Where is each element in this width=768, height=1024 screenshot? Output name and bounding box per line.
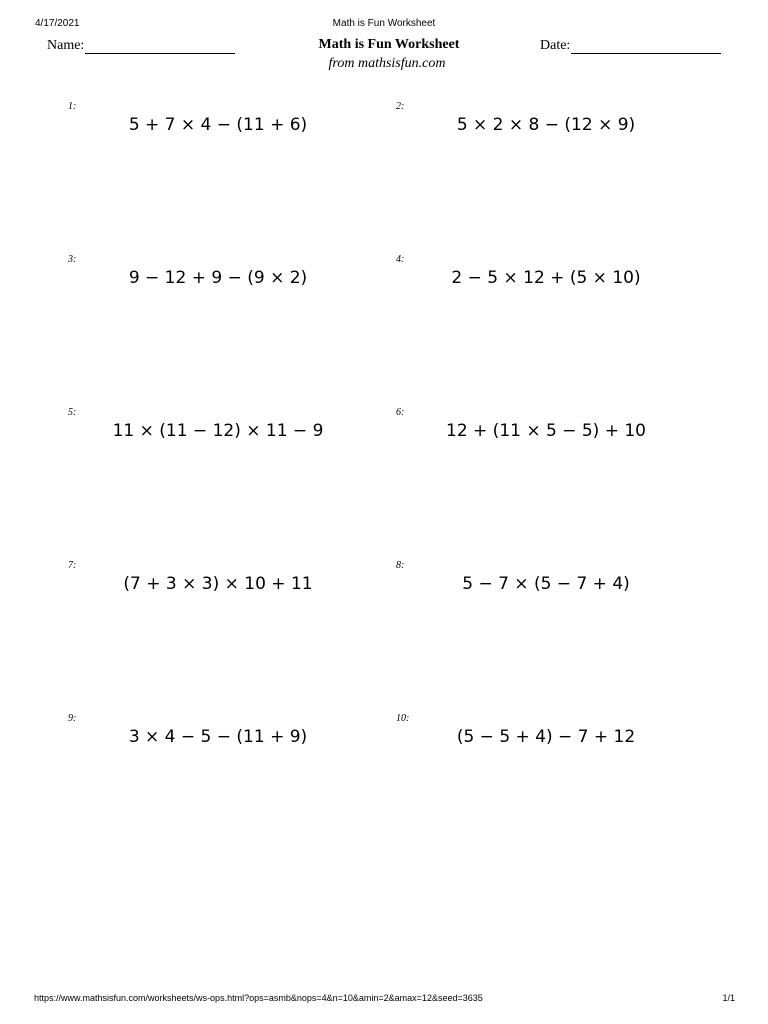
problem-number: 1: bbox=[68, 101, 77, 112]
problem-6 bbox=[396, 407, 716, 467]
name-label: Name: bbox=[47, 38, 85, 53]
date-label: Date: bbox=[540, 38, 571, 53]
problem-expression: 3 × 4 − 5 − (11 + 9) bbox=[128, 727, 308, 747]
problem-5 bbox=[68, 407, 388, 467]
problem-9 bbox=[68, 713, 388, 773]
problem-expression: 2 − 5 × 12 + (5 × 10) bbox=[451, 268, 641, 288]
worksheet-title: Math is Fun Worksheet bbox=[318, 37, 460, 52]
date-field bbox=[540, 38, 721, 54]
worksheet-subtitle: from mathsisfun.com bbox=[328, 56, 446, 71]
problem-number: 10: bbox=[396, 713, 410, 724]
problem-3 bbox=[68, 254, 388, 314]
print-footer-url: https://www.mathsisfun.com/worksheets/ws-ops.html?ops=asmb&nops=4&n=10&amin=2&amax=12&seed=3635 bbox=[34, 993, 483, 1003]
problem-number: 7: bbox=[68, 560, 77, 571]
problem-expression: 11 × (11 − 12) × 11 − 9 bbox=[112, 421, 324, 441]
problem-number: 8: bbox=[396, 560, 405, 571]
problem-expression: (5 − 5 + 4) − 7 + 12 bbox=[456, 727, 636, 747]
problem-expression: 5 × 2 × 8 − (12 × 9) bbox=[456, 115, 636, 135]
problem-expression: 12 + (11 × 5 − 5) + 10 bbox=[446, 421, 646, 441]
problem-1 bbox=[68, 101, 388, 161]
problem-10 bbox=[396, 713, 716, 773]
problem-expression: (7 + 3 × 3) × 10 + 11 bbox=[123, 574, 313, 594]
problem-number: 3: bbox=[68, 254, 77, 265]
problem-number: 9: bbox=[68, 713, 77, 724]
problem-expression: 5 − 7 × (5 − 7 + 4) bbox=[462, 574, 630, 594]
print-date: 4/17/2021 bbox=[35, 18, 80, 29]
problem-number: 2: bbox=[396, 101, 405, 112]
problem-2 bbox=[396, 101, 716, 161]
problem-expression: 5 + 7 × 4 − (11 + 6) bbox=[128, 115, 308, 135]
date-blank-line bbox=[571, 39, 721, 54]
problem-8 bbox=[396, 560, 716, 620]
problem-number: 4: bbox=[396, 254, 405, 265]
print-title: Math is Fun Worksheet bbox=[332, 18, 436, 29]
problem-7 bbox=[68, 560, 388, 620]
problem-number: 6: bbox=[396, 407, 405, 418]
problem-4 bbox=[396, 254, 716, 314]
problem-number: 5: bbox=[68, 407, 77, 418]
problem-expression: 9 − 12 + 9 − (9 × 2) bbox=[128, 268, 308, 288]
print-page-number: 1/1 bbox=[722, 993, 735, 1003]
